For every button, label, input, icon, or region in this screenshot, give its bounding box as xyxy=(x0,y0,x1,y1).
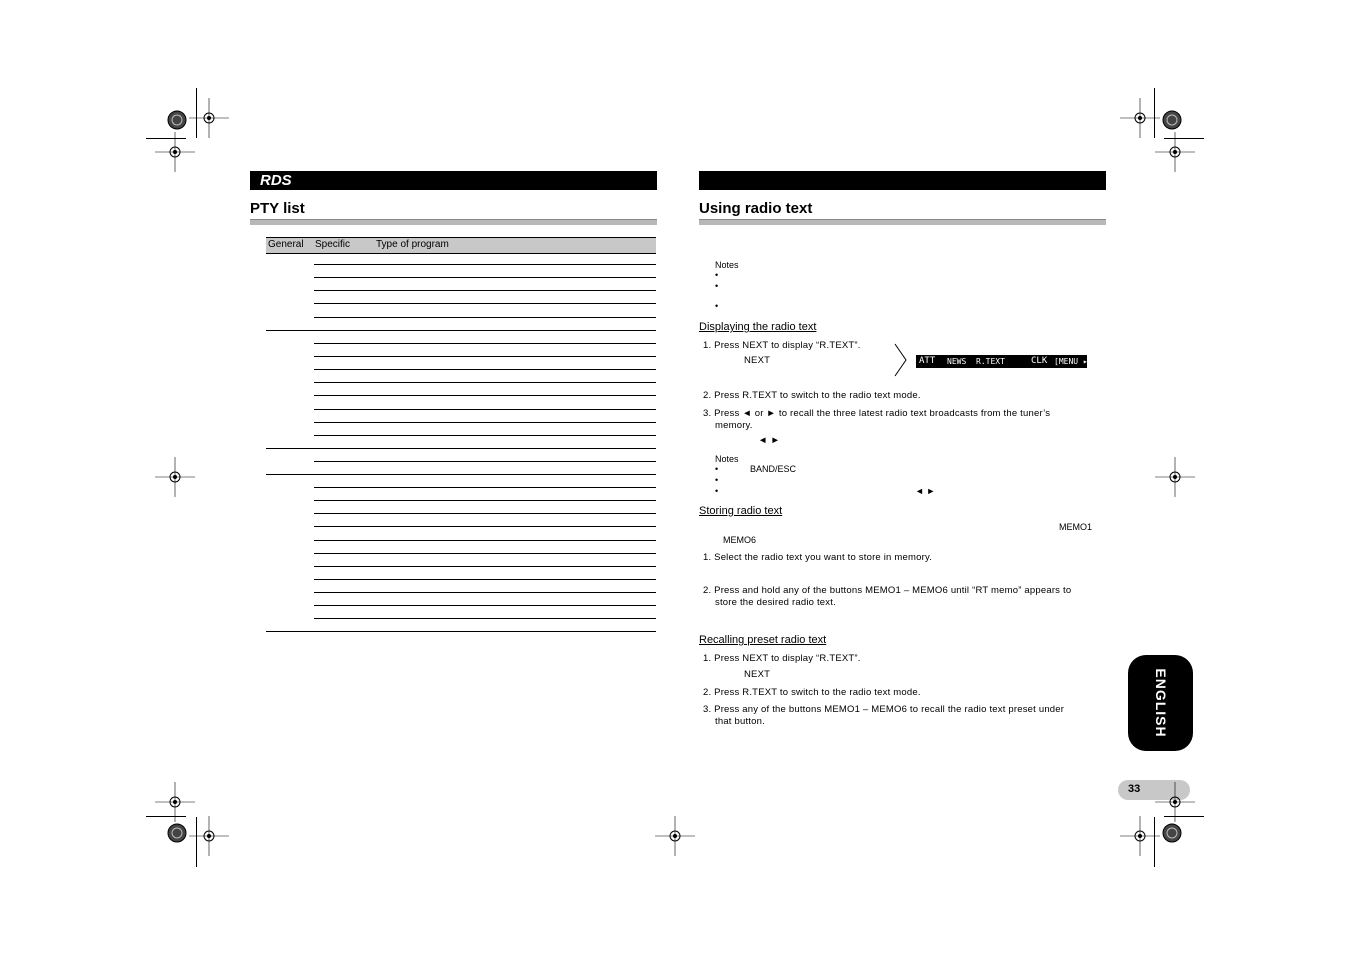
lcd-rtext: R.TEXT xyxy=(976,357,1005,366)
language-tab xyxy=(1128,655,1193,751)
col-general: General xyxy=(268,239,304,250)
table-group-rule xyxy=(266,330,656,331)
table-row-rule xyxy=(314,579,656,580)
notes-label-1: Notes xyxy=(715,260,739,270)
table-row-rule xyxy=(314,369,656,370)
table-group-rule xyxy=(266,631,656,632)
displaying-step-1: 1. Press NEXT to display “R.TEXT”. xyxy=(703,340,861,351)
table-row-rule xyxy=(314,618,656,619)
table-row-rule xyxy=(314,435,656,436)
notes-label-2: Notes xyxy=(715,454,739,464)
table-row-rule xyxy=(314,605,656,606)
target-circle-icon xyxy=(1161,822,1183,844)
page-title-left: PTY list xyxy=(250,200,305,217)
table-row-rule xyxy=(314,592,656,593)
crosshair-icon xyxy=(155,457,195,497)
bullet: • xyxy=(715,301,719,311)
recalling-step-3-line2: that button. xyxy=(715,716,765,727)
trim-line xyxy=(196,88,197,138)
memo1-label: MEMO1 xyxy=(1059,522,1093,532)
table-row-rule xyxy=(314,526,656,527)
storing-step-2-line1: 2. Press and hold any of the buttons MEMO1 – MEMO6 until “RT memo” appears to xyxy=(703,585,1072,596)
recalling-step-1: 1. Press NEXT to display “R.TEXT”. xyxy=(703,653,861,664)
crosshair-icon xyxy=(1155,457,1195,497)
lcd-display xyxy=(916,355,1087,368)
arrow-pointer-icon xyxy=(894,343,908,377)
heading-displaying: Displaying the radio text xyxy=(699,321,817,333)
table-group-rule xyxy=(266,448,656,449)
displaying-step-3-line2: memory. xyxy=(715,420,753,431)
section-header-bar-right xyxy=(699,171,1106,190)
target-circle-icon xyxy=(1161,109,1183,131)
col-specific: Specific xyxy=(315,239,351,250)
table-row-rule xyxy=(314,382,656,383)
col-type: Type of program xyxy=(376,239,449,250)
memo6-label: MEMO6 xyxy=(723,535,757,545)
crosshair-icon xyxy=(189,816,229,856)
title-rule-left xyxy=(250,219,657,225)
page-title-right: Using radio text xyxy=(699,200,813,217)
table-row-rule xyxy=(314,566,656,567)
table-row-rule xyxy=(314,409,656,410)
displaying-step-2: 2. Press R.TEXT to switch to the radio text mode. xyxy=(703,390,921,401)
lcd-clk: CLK xyxy=(1031,356,1048,366)
trim-line xyxy=(146,816,186,817)
section-header-bar-left xyxy=(250,171,657,190)
trim-line xyxy=(1164,816,1204,817)
table-row-rule xyxy=(314,461,656,462)
band-esc-label: BAND/ESC xyxy=(750,464,797,474)
table-row-rule xyxy=(314,487,656,488)
lcd-news: NEWS xyxy=(947,357,967,366)
recalling-step-2: 2. Press R.TEXT to switch to the radio text mode. xyxy=(703,687,921,698)
language-tab-label: ENGLISH xyxy=(1152,668,1169,738)
table-row-rule xyxy=(314,277,656,278)
bullet: • xyxy=(715,270,719,280)
trim-line xyxy=(196,817,197,867)
next-button-label: NEXT xyxy=(744,355,771,366)
arrow-buttons: ◄ ► xyxy=(758,435,781,446)
table-group-rule xyxy=(266,474,656,475)
table-row-rule xyxy=(314,422,656,423)
table-row-rule xyxy=(314,317,656,318)
bullet: • xyxy=(715,486,719,496)
table-row-rule xyxy=(314,343,656,344)
note-arrows: ◄ ► xyxy=(915,486,936,496)
table-row-rule xyxy=(314,500,656,501)
bullet: • xyxy=(715,281,719,291)
trim-line xyxy=(1154,88,1155,138)
trim-line xyxy=(146,138,186,139)
table-row-rule xyxy=(314,540,656,541)
recalling-step-3-line1: 3. Press any of the buttons MEMO1 – MEMO6 to recall the radio text preset under xyxy=(703,704,1065,715)
target-circle-icon xyxy=(166,822,188,844)
table-row-rule xyxy=(314,553,656,554)
storing-step-2-line2: store the desired radio text. xyxy=(715,597,836,608)
storing-step-1: 1. Select the radio text you want to store in memory. xyxy=(703,552,933,563)
table-row-rule xyxy=(314,356,656,357)
page-number: 33 xyxy=(1128,783,1141,795)
table-row-rule xyxy=(314,395,656,396)
table-row-rule xyxy=(314,303,656,304)
section-label: RDS xyxy=(260,172,292,189)
table-row-rule xyxy=(314,264,656,265)
lcd-menu: [MENU ▸ xyxy=(1054,357,1088,366)
pty-table-header xyxy=(266,237,656,254)
displaying-step-3-line1: 3. Press ◄ or ► to recall the three latest radio text broadcasts from the tuner’s xyxy=(703,408,1051,419)
bullet: • xyxy=(715,464,719,474)
trim-line xyxy=(1164,138,1204,139)
target-circle-icon xyxy=(166,109,188,131)
recalling-next-label: NEXT xyxy=(744,669,771,680)
trim-line xyxy=(1154,817,1155,867)
heading-storing: Storing radio text xyxy=(699,505,783,517)
bullet: • xyxy=(715,475,719,485)
table-row-rule xyxy=(314,290,656,291)
crosshair-icon xyxy=(655,816,695,856)
table-row-rule xyxy=(314,513,656,514)
lcd-att: ATT xyxy=(919,356,936,366)
title-rule-right xyxy=(699,219,1106,225)
crosshair-icon xyxy=(189,98,229,138)
heading-recalling: Recalling preset radio text xyxy=(699,634,827,646)
